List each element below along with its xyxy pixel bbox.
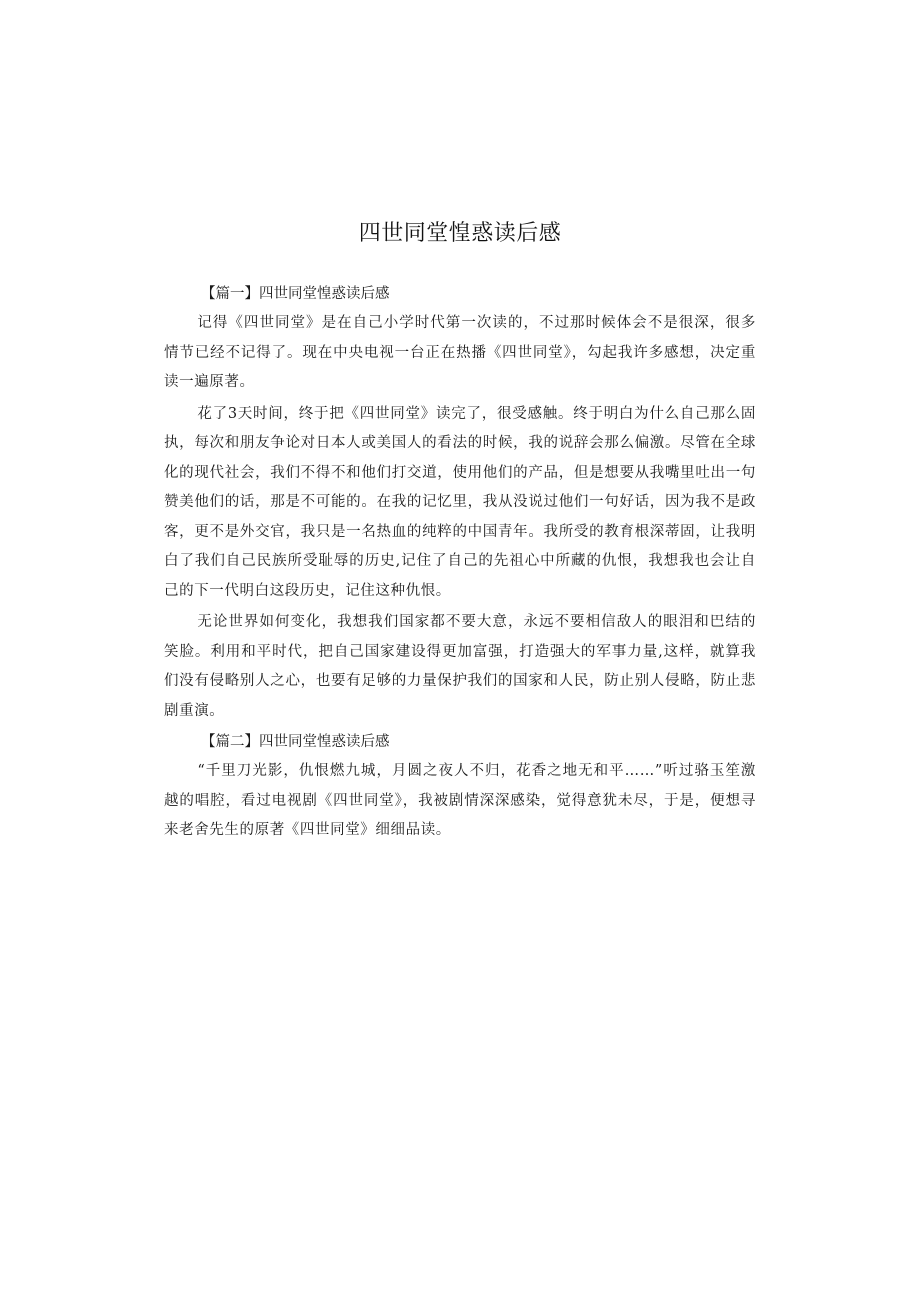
document-title: 四世同堂惶惑读后感 [358, 221, 562, 246]
paragraph: “千里刀光影，仇恨燃九城，月圆之夜人不归，花香之地无和平……”听过骆玉笙激越的唱腔，看过电视剧《四世同堂》，我被剧情深深感染，觉得意犹未尽，于是，便想寻来老舍先生的原著《四世同堂》细细品读。 [164, 763, 756, 838]
section-heading: 【篇二】四世同堂惶惑读后感 [201, 734, 390, 750]
section-1 [164, 280, 756, 728]
paragraph: 无论世界如何变化，我想我们国家都不要大意，永远不要相信敌人的眼泪和巴结的笑脸。利用和平时代，把自己国家建设得更加富强，打造强大的军事力量,这样，就算我们没有侵略别人之心，也要有足够的力量保护我们的国家和人民，防止别人侵略，防止悲剧重演。 [164, 614, 756, 719]
section-heading: 【篇一】四世同堂惶惑读后感 [201, 286, 390, 302]
paragraph: 记得《四世同堂》是在自己小学时代第一次读的，不过那时候体会不是很深，很多情节已经不记得了。现在中央电视一台正在热播《四世同堂》，勾起我许多感想，决定重读一遍原著。 [164, 315, 756, 390]
section-2 [164, 728, 756, 848]
paragraph: 花了3天时间，终于把《四世同堂》读完了，很受感触。终于明白为什么自己那么固执，每次和朋友争论对日本人或美国人的看法的时候，我的说辞会那么偏激。尽管在全球化的现代社会，我们不得不和他们打交道，使用他们的产品，但是想要从我嘴里吐出一句赞美他们的话，那是不可能的。在我的记忆里，我从没说过他们一句好话，因为我不是政客，更不是外交官，我只是一名热血的纯粹的中国青年。我所受的教育根深蒂固，让我明白了我们自己民族所受耻辱的历史,记住了自己的先祖心中所藏的仇恨，我想我也会让自己的下一代明白这段历史，记住这种仇恨。 [164, 405, 756, 599]
document-body [164, 280, 756, 848]
